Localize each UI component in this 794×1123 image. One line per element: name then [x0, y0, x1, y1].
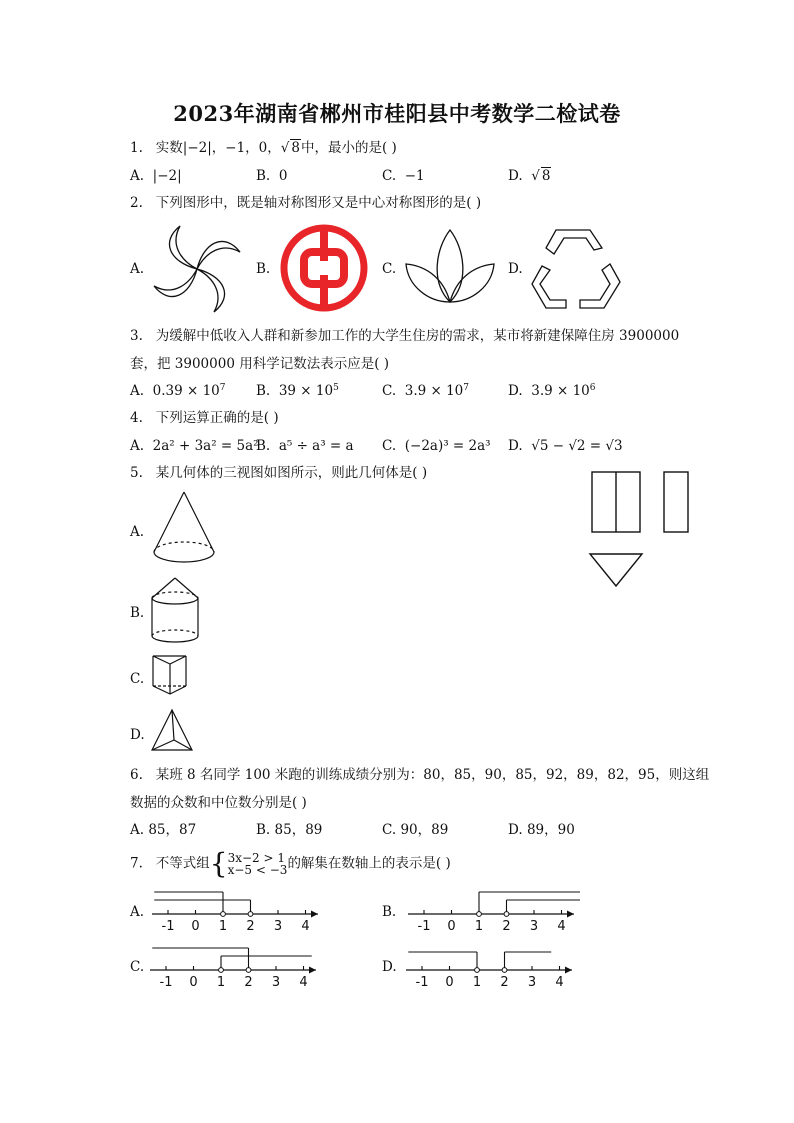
tick-label: 2 — [246, 919, 255, 934]
inequality-1: 3x−2 > 1 — [227, 851, 286, 865]
question-text: 中，最小的是( ) — [300, 140, 397, 156]
option-label: D. — [508, 168, 523, 184]
option-d[interactable] — [508, 821, 575, 839]
question-3 — [130, 327, 679, 345]
bank-logo-icon[interactable] — [280, 224, 368, 312]
option-text: −1 — [404, 168, 425, 184]
question-4 — [130, 409, 279, 427]
question-text: 为缓解中低收入人群和新参加工作的大学生住房的需求，某市将新建保障住房 3900000 — [155, 328, 680, 344]
option-d[interactable]: D. √ 8 — [508, 168, 551, 184]
option-c[interactable] — [382, 437, 491, 455]
option-text: 39 × 10 — [278, 383, 334, 399]
option-label: D. — [508, 822, 523, 838]
option-b-label[interactable]: B. — [130, 605, 145, 621]
question-text: 某几何体的三视图如图所示，则此几何体是( ) — [155, 465, 428, 481]
question-1: 1. 实数|−2|，−1，0，√ 8中，最小的是( ) — [130, 140, 397, 156]
open-circle-icon — [502, 968, 507, 973]
option-d[interactable] — [508, 382, 596, 400]
number-line-a[interactable] — [150, 884, 324, 934]
option-c[interactable] — [382, 821, 448, 839]
question-text: 某班 8 名同学 100 米跑的训练成绩分别为：80，85，90，85，92，89，82，95，则这组 — [155, 767, 710, 783]
option-text: 0.39 × 10 — [152, 383, 220, 399]
option-text: 3.9 × 10 — [531, 383, 590, 399]
option-d-label[interactable]: D. — [130, 727, 145, 743]
exponent: 5 — [333, 383, 339, 393]
option-text: 0 — [278, 168, 288, 184]
option-d[interactable] — [508, 437, 623, 455]
tick-label: 2 — [244, 975, 253, 990]
option-c-label[interactable]: C. — [130, 671, 145, 687]
option-b[interactable] — [256, 167, 287, 185]
option-b-label[interactable]: B. — [256, 261, 271, 277]
recycling-triangle-icon[interactable] — [530, 226, 622, 312]
tick-label: -1 — [415, 975, 429, 990]
tick-label: 1 — [218, 919, 228, 934]
question-6-cont — [130, 794, 307, 812]
option-label: B. — [256, 168, 271, 184]
option-a[interactable] — [130, 437, 259, 455]
option-label: C. — [382, 822, 397, 838]
question-text: 实数|−2|，−1，0， — [155, 140, 281, 156]
question-text: 的解集在数轴上的表示是( ) — [287, 855, 451, 872]
option-c[interactable] — [382, 167, 425, 185]
option-c-label[interactable]: C. — [382, 261, 397, 277]
question-text: 下列运算正确的是( ) — [155, 410, 279, 426]
tick-label: 4 — [555, 975, 564, 990]
option-text: 90，89 — [400, 822, 449, 838]
question-number: 7. — [130, 855, 143, 872]
cone-icon[interactable] — [150, 490, 218, 568]
question-5 — [130, 464, 427, 482]
tick-label: 3 — [273, 919, 283, 934]
question-number: 6. — [130, 767, 143, 783]
number-line-d[interactable] — [404, 940, 578, 990]
tick-label: 2 — [500, 975, 509, 990]
number-line-b[interactable] — [406, 884, 580, 934]
tick-label: 4 — [301, 919, 310, 934]
option-text: (−2a)³ = 2a³ — [404, 438, 491, 454]
sqrt-value: 8 — [291, 140, 300, 156]
exponent: 7 — [219, 383, 226, 393]
option-text: a⁵ ÷ a³ = a — [278, 438, 354, 454]
option-b-label[interactable]: B. — [382, 904, 397, 920]
option-c[interactable] — [382, 382, 469, 400]
question-text: 不等式组 — [155, 855, 210, 872]
tick-label: 3 — [529, 919, 539, 934]
tick-label: 0 — [447, 919, 456, 934]
tick-label: 3 — [527, 975, 537, 990]
option-a[interactable] — [130, 821, 196, 839]
tick-label: -1 — [417, 919, 431, 934]
question-7 — [130, 847, 451, 880]
exponent: 6 — [589, 383, 596, 393]
tick-label: 2 — [502, 919, 511, 934]
cylinder-cone-icon[interactable] — [148, 576, 202, 644]
option-label: B. — [256, 822, 271, 838]
tick-label: 3 — [271, 975, 281, 990]
pinwheel-arcs-icon[interactable] — [150, 222, 244, 316]
open-circle-icon — [219, 968, 224, 973]
question-number: 3. — [130, 328, 143, 344]
tick-label: 0 — [445, 975, 454, 990]
question-number: 5. — [130, 465, 143, 481]
option-a[interactable] — [130, 382, 226, 400]
option-text: 89，90 — [526, 822, 575, 838]
tick-label: 4 — [557, 919, 566, 934]
option-a-label[interactable]: A. — [130, 904, 145, 920]
question-6 — [130, 766, 709, 784]
question-number: 2. — [130, 195, 143, 211]
exponent: 7 — [463, 383, 470, 393]
tick-label: -1 — [159, 975, 173, 990]
inequality-2: x−5 < −3 — [227, 863, 288, 877]
option-label: B. — [256, 383, 271, 399]
option-text: 2a² + 3a² = 5a² — [152, 438, 259, 454]
open-circle-icon — [248, 912, 253, 917]
option-label: A. — [130, 168, 145, 184]
open-circle-icon — [504, 912, 509, 917]
number-line-c[interactable] — [148, 940, 322, 990]
option-label: A. — [130, 438, 145, 454]
question-number: 4. — [130, 410, 143, 426]
option-a-label[interactable]: A. — [130, 261, 145, 277]
option-text: √5 − √2 = √3 — [531, 438, 623, 454]
question-3-cont — [130, 355, 389, 373]
option-a-label[interactable]: A. — [130, 524, 145, 540]
option-b[interactable] — [256, 437, 354, 455]
option-b[interactable] — [256, 821, 322, 839]
option-label: A. — [130, 822, 145, 838]
tick-label: -1 — [161, 919, 175, 934]
triangular-prism-icon[interactable] — [150, 652, 190, 698]
option-label: A. — [130, 383, 145, 399]
option-text: 8 — [541, 168, 551, 184]
question-text: 下列图形中，既是轴对称图形又是中心对称图形的是( ) — [155, 195, 482, 211]
option-label: D. — [508, 383, 523, 399]
option-d-label[interactable]: D. — [508, 261, 523, 277]
arrow-right-icon — [311, 911, 318, 918]
open-circle-icon — [477, 912, 482, 917]
option-label: D. — [508, 438, 523, 454]
option-text: 3.9 × 10 — [404, 383, 464, 399]
tick-label: 1 — [472, 975, 482, 990]
option-c-label[interactable]: C. — [130, 959, 145, 975]
triangular-pyramid-icon[interactable] — [150, 708, 196, 754]
option-text: 85，89 — [274, 822, 323, 838]
question-text: 数据的众数和中位数分别是( ) — [130, 795, 307, 811]
tick-label: 0 — [191, 919, 200, 934]
arrow-right-icon — [565, 967, 572, 974]
option-a[interactable] — [130, 167, 182, 185]
question-2 — [130, 194, 481, 212]
option-label: B. — [256, 438, 271, 454]
brace-icon: { — [209, 847, 228, 880]
three-views-figure — [586, 468, 692, 592]
inequality-system — [228, 852, 288, 876]
arrow-right-icon — [309, 967, 316, 974]
option-text: |−2| — [152, 168, 182, 184]
lotus-petals-icon[interactable] — [402, 226, 498, 306]
question-text: 套，把 3900000 用科学记数法表示应是( ) — [130, 356, 390, 372]
tick-label: 0 — [189, 975, 198, 990]
option-label: C. — [382, 383, 397, 399]
option-b[interactable] — [256, 382, 339, 400]
tick-label: 4 — [299, 975, 308, 990]
open-circle-icon — [475, 968, 480, 973]
option-label: C. — [382, 438, 397, 454]
tick-label: 1 — [216, 975, 226, 990]
open-circle-icon — [246, 968, 251, 973]
option-text: 85，87 — [148, 822, 197, 838]
page-title: 2023年湖南省郴州市桂阳县中考数学二检试卷 — [173, 101, 621, 126]
tick-label: 1 — [474, 919, 484, 934]
option-d-label[interactable]: D. — [382, 959, 397, 975]
option-label: C. — [382, 168, 397, 184]
arrow-right-icon — [567, 911, 574, 918]
question-number: 1. — [130, 140, 143, 156]
open-circle-icon — [221, 912, 226, 917]
